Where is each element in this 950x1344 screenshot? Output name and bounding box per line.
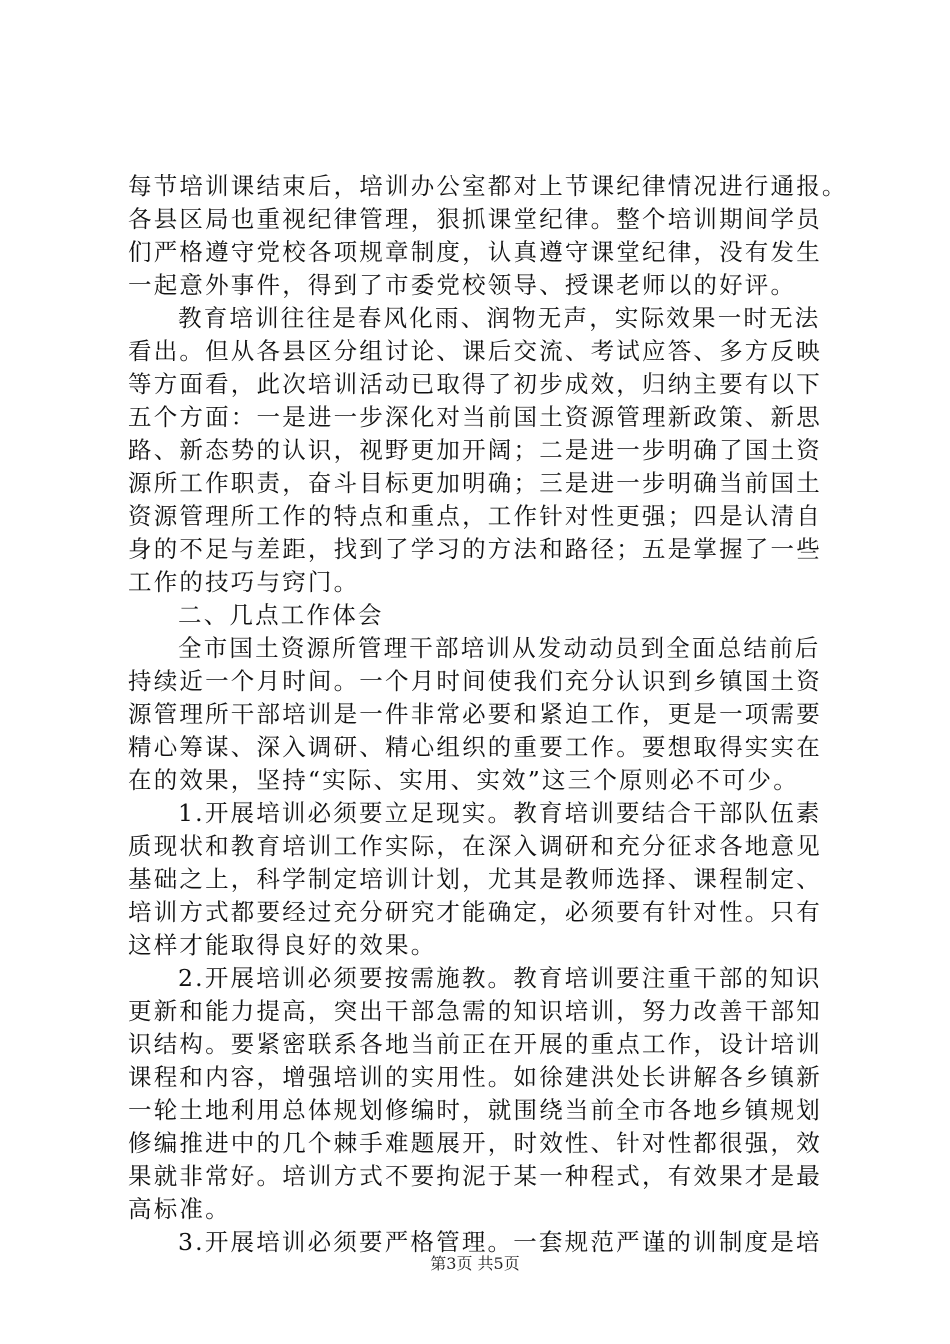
text-line: 精心筹谋、深入调研、精心组织的重要工作。要想取得实实在 (128, 733, 822, 761)
text-line: 2.开展培训必须要按需施教。教育培训要注重干部的知识 (178, 964, 822, 992)
text-line: 看出。但从各县区分组讨论、课后交流、考试应答、多方反映 (128, 337, 822, 365)
text-line: 五个方面：一是进一步深化对当前国土资源管理新政策、新思 (128, 403, 822, 431)
text-line: 等方面看，此次培训活动已取得了初步成效，归纳主要有以下 (128, 370, 822, 398)
text-line: 一起意外事件，得到了市委党校领导、授课老师以的好评。 (128, 271, 797, 299)
text-line: 全市国土资源所管理干部培训从发动动员到全面总结前后 (178, 634, 821, 662)
text-line: 路、新态势的认识，视野更加开阔；二是进一步明确了国土资 (128, 436, 822, 464)
text-line: 更新和能力提高，突出干部急需的知识培训，努力改善干部知 (128, 997, 822, 1025)
text-line: 各县区局也重视纪律管理，狠抓课堂纪律。整个培训期间学员 (128, 205, 822, 233)
text-line: 源所工作职责，奋斗目标更加明确；三是进一步明确当前国土 (128, 469, 822, 497)
text-line: 这样才能取得良好的效果。 (128, 931, 437, 959)
page-footer: 第3页 共5页 (430, 1254, 520, 1273)
text-line: 工作的技巧与窍门。 (128, 568, 360, 596)
text-line: 高标准。 (128, 1195, 231, 1223)
text-line: 二、几点工作体会 (178, 601, 384, 629)
text-line: 源管理所干部培训是一件非常必要和紧迫工作，更是一项需要 (128, 700, 822, 728)
text-line: 培训方式都要经过充分研究才能确定，必须要有针对性。只有 (128, 898, 822, 926)
text-line: 一轮土地利用总体规划修编时，就围绕当前全市各地乡镇规划 (128, 1096, 822, 1124)
text-line: 质现状和教育培训工作实际，在深入调研和充分征求各地意见 (128, 832, 822, 860)
document-body (128, 170, 848, 1259)
text-line: 基础之上，科学制定培训计划，尤其是教师选择、课程制定、 (128, 865, 822, 893)
text-line: 每节培训课结束后，培训办公室都对上节课纪律情况进行通报。 (128, 172, 848, 200)
text-line: 3.开展培训必须要严格管理。一套规范严谨的训制度是培 (178, 1228, 822, 1256)
text-line: 身的不足与差距，找到了学习的方法和路径；五是掌握了一些 (128, 535, 822, 563)
text-line: 资源管理所工作的特点和重点，工作针对性更强；四是认清自 (128, 502, 822, 530)
text-line: 果就非常好。培训方式不要拘泥于某一种程式，有效果才是最 (128, 1162, 822, 1190)
text-line: 识结构。要紧密联系各地当前正在开展的重点工作，设计培训 (128, 1030, 822, 1058)
text-line: 持续近一个月时间。一个月时间使我们充分认识到乡镇国土资 (128, 667, 822, 695)
text-line: 在的效果，坚持“实际、实用、实效”这三个原则必不可少。 (128, 766, 799, 794)
text-line: 课程和内容，增强培训的实用性。如徐建洪处长讲解各乡镇新 (128, 1063, 822, 1091)
text-line: 教育培训往往是春风化雨、润物无声，实际效果一时无法 (178, 304, 821, 332)
text-line: 1.开展培训必须要立足现实。教育培训要结合干部队伍素 (178, 799, 822, 827)
text-line: 修编推进中的几个棘手难题展开，时效性、针对性都很强，效 (128, 1129, 822, 1157)
text-line: 们严格遵守党校各项规章制度，认真遵守课堂纪律，没有发生 (128, 238, 822, 266)
